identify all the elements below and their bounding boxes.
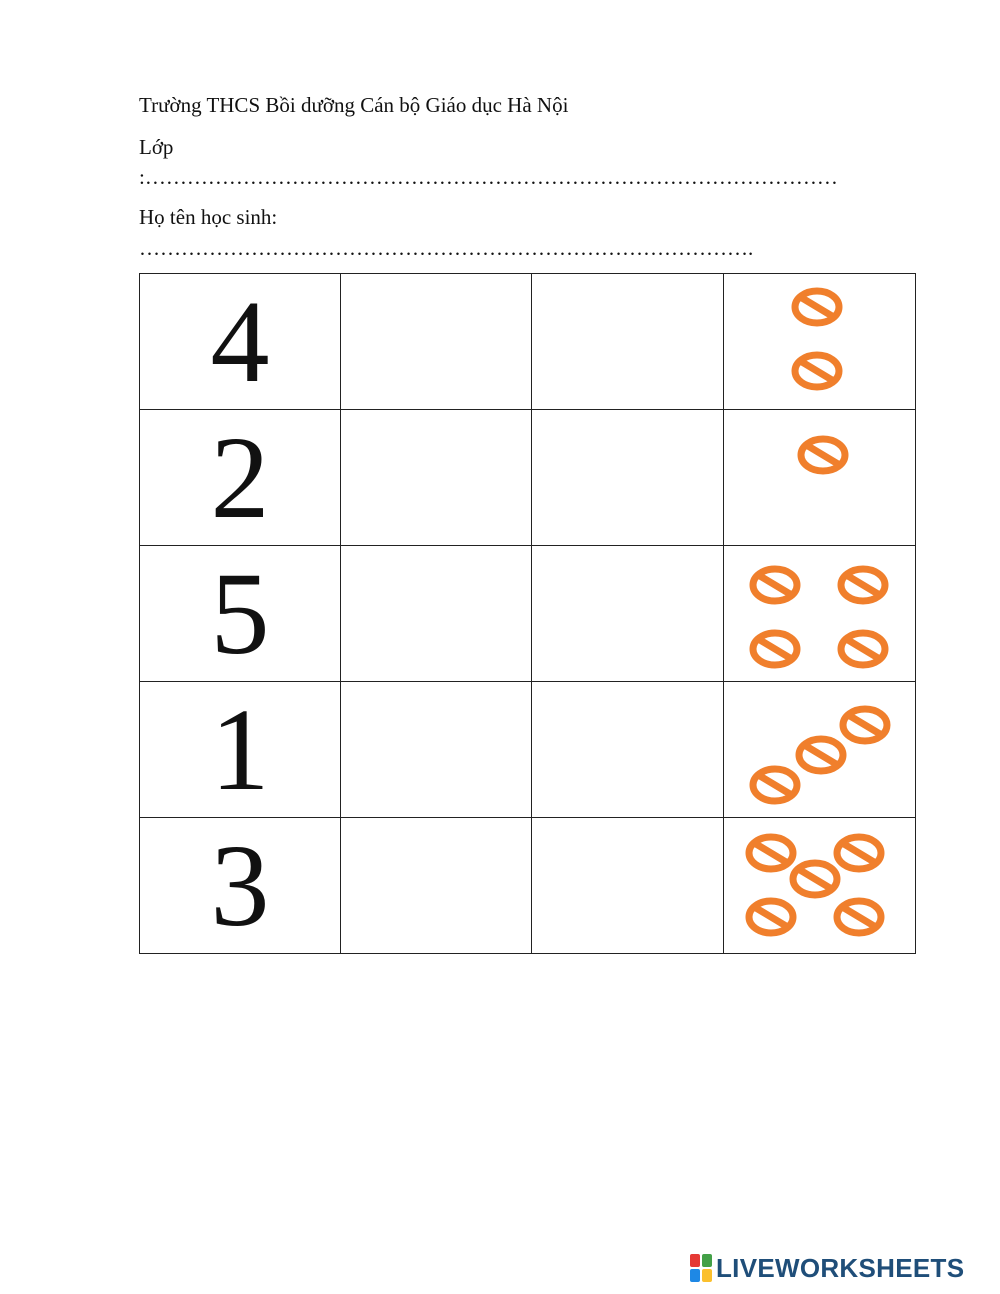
donut-icon bbox=[788, 858, 842, 900]
answer-cell[interactable] bbox=[341, 546, 532, 682]
donut-group bbox=[724, 682, 915, 817]
number-cell bbox=[140, 546, 341, 682]
number-label: 4 bbox=[210, 275, 270, 407]
donut-icon bbox=[838, 704, 892, 746]
donut-group bbox=[724, 410, 915, 545]
number-cell bbox=[140, 682, 341, 818]
answer-cell[interactable] bbox=[341, 818, 532, 954]
donut-group bbox=[724, 546, 915, 681]
answer-cell[interactable] bbox=[532, 274, 724, 410]
donut-icon bbox=[832, 896, 886, 938]
number-label: 1 bbox=[210, 683, 270, 815]
student-name-fill-line: ……………………………………………………………………………. bbox=[139, 236, 754, 260]
answer-cell[interactable] bbox=[532, 818, 724, 954]
number-label: 5 bbox=[210, 547, 270, 679]
liveworksheets-logo bbox=[690, 1251, 964, 1285]
answer-cell[interactable] bbox=[532, 410, 724, 546]
donut-icon bbox=[748, 564, 802, 606]
student-name-label: Họ tên học sinh: bbox=[139, 205, 278, 229]
class-label: Lớp bbox=[139, 135, 174, 159]
number-cell bbox=[140, 818, 341, 954]
answer-cell[interactable] bbox=[341, 274, 532, 410]
school-name: Trường THCS Bồi dưỡng Cán bộ Giáo dục Hà Nội bbox=[139, 93, 569, 117]
donut-icon bbox=[790, 286, 844, 328]
donut-icon bbox=[748, 628, 802, 670]
donut-group bbox=[724, 818, 915, 953]
picture-cell bbox=[724, 410, 916, 546]
answer-cell[interactable] bbox=[341, 682, 532, 818]
logo-blocks-icon bbox=[690, 1254, 712, 1282]
table-row bbox=[140, 410, 916, 546]
class-fill-line: :……………………………………………………………………………………… bbox=[139, 165, 838, 189]
answer-cell[interactable] bbox=[532, 546, 724, 682]
number-label: 2 bbox=[210, 411, 270, 543]
donut-icon bbox=[836, 628, 890, 670]
donut-icon bbox=[744, 896, 798, 938]
number-cell bbox=[140, 410, 341, 546]
donut-icon bbox=[790, 350, 844, 392]
picture-cell bbox=[724, 274, 916, 410]
table-row bbox=[140, 274, 916, 410]
donut-group bbox=[724, 274, 915, 409]
brand-name: LIVEWORKSHEETS bbox=[716, 1252, 965, 1283]
picture-cell bbox=[724, 682, 916, 818]
number-cell bbox=[140, 274, 341, 410]
table-row bbox=[140, 682, 916, 818]
picture-cell bbox=[724, 546, 916, 682]
answer-cell[interactable] bbox=[532, 682, 724, 818]
answer-cell[interactable] bbox=[341, 410, 532, 546]
donut-icon bbox=[836, 564, 890, 606]
donut-icon bbox=[796, 434, 850, 476]
table-row bbox=[140, 546, 916, 682]
table-row bbox=[140, 818, 916, 954]
number-label: 3 bbox=[210, 819, 270, 951]
picture-cell bbox=[724, 818, 916, 954]
worksheet-table bbox=[139, 273, 916, 954]
